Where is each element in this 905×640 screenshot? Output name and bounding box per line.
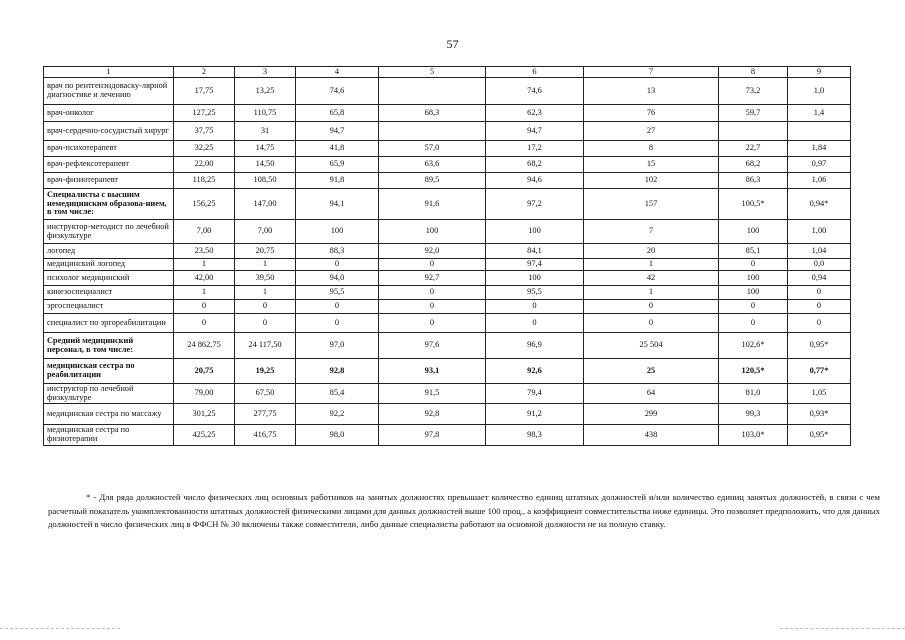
value-cell: 32,25 <box>174 141 235 157</box>
value-cell: 0 <box>486 300 584 314</box>
value-cell: 0,95* <box>788 333 851 359</box>
value-cell: 97,0 <box>296 333 379 359</box>
value-cell: 0 <box>379 300 486 314</box>
table-row <box>44 271 851 286</box>
value-cell: 22,7 <box>719 141 788 157</box>
value-cell: 0,94 <box>788 271 851 286</box>
value-cell: 59,7 <box>719 105 788 122</box>
value-cell: 14,75 <box>235 141 296 157</box>
value-cell: 92,7 <box>379 271 486 286</box>
value-cell: 92,8 <box>379 404 486 425</box>
table-row <box>44 173 851 189</box>
position-name-cell: инструктор по лечебной физкультуре <box>44 384 174 404</box>
column-number-1: 1 <box>44 67 174 78</box>
value-cell: 97,6 <box>379 333 486 359</box>
value-cell: 100 <box>719 271 788 286</box>
value-cell <box>379 78 486 105</box>
position-name-cell: медицинская сестра по массажу <box>44 404 174 425</box>
value-cell: 73,2 <box>719 78 788 105</box>
value-cell: 0 <box>719 259 788 271</box>
value-cell: 1 <box>174 259 235 271</box>
value-cell: 102 <box>584 173 719 189</box>
position-name-cell: Средний медицинский персонал, в том числе: <box>44 333 174 359</box>
value-cell: 0,97 <box>788 157 851 173</box>
table-row <box>44 244 851 259</box>
value-cell: 1,04 <box>788 244 851 259</box>
position-name-cell: Специалисты с высшим немедицинским образова-нием, в том числе: <box>44 189 174 220</box>
value-cell: 97,8 <box>379 425 486 446</box>
position-name-cell: инструктор-методист по лечебной физкультуре <box>44 220 174 244</box>
value-cell: 277,75 <box>235 404 296 425</box>
column-number-7: 7 <box>584 67 719 78</box>
table-row <box>44 314 851 333</box>
value-cell: 127,25 <box>174 105 235 122</box>
value-cell: 100 <box>379 220 486 244</box>
value-cell: 79,00 <box>174 384 235 404</box>
value-cell: 31 <box>235 122 296 141</box>
column-number-5: 5 <box>379 67 486 78</box>
value-cell: 93,1 <box>379 359 486 384</box>
value-cell: 110,75 <box>235 105 296 122</box>
column-number-4: 4 <box>296 67 379 78</box>
page-number: 57 <box>446 37 459 51</box>
value-cell: 92,8 <box>296 359 379 384</box>
position-name-cell: кинезоспециалист <box>44 286 174 300</box>
value-cell: 0 <box>296 300 379 314</box>
value-cell: 94,7 <box>486 122 584 141</box>
value-cell: 301,25 <box>174 404 235 425</box>
value-cell: 0,93* <box>788 404 851 425</box>
value-cell: 20,75 <box>174 359 235 384</box>
table-row <box>44 300 851 314</box>
value-cell: 20 <box>584 244 719 259</box>
value-cell: 103,0* <box>719 425 788 446</box>
value-cell: 57,0 <box>379 141 486 157</box>
value-cell: 17,75 <box>174 78 235 105</box>
value-cell: 299 <box>584 404 719 425</box>
position-name-cell: психолог медицинский <box>44 271 174 286</box>
value-cell: 85,4 <box>296 384 379 404</box>
value-cell: 79,4 <box>486 384 584 404</box>
value-cell: 86,3 <box>719 173 788 189</box>
scan-edge-mark <box>780 628 905 629</box>
value-cell: 15 <box>584 157 719 173</box>
value-cell: 74,6 <box>296 78 379 105</box>
value-cell: 1,84 <box>788 141 851 157</box>
scan-edge-mark <box>0 628 120 629</box>
value-cell: 425,25 <box>174 425 235 446</box>
value-cell: 100,5* <box>719 189 788 220</box>
table-row <box>44 78 851 105</box>
table-row <box>44 333 851 359</box>
value-cell: 94,7 <box>296 122 379 141</box>
value-cell: 99,3 <box>719 404 788 425</box>
value-cell: 74,6 <box>486 78 584 105</box>
value-cell: 24 117,50 <box>235 333 296 359</box>
value-cell: 1,05 <box>788 384 851 404</box>
column-number-2: 2 <box>174 67 235 78</box>
value-cell: 84,1 <box>486 244 584 259</box>
value-cell: 7 <box>584 220 719 244</box>
value-cell <box>788 122 851 141</box>
value-cell: 62,3 <box>486 105 584 122</box>
value-cell: 95,5 <box>486 286 584 300</box>
value-cell: 23,50 <box>174 244 235 259</box>
value-cell: 1,06 <box>788 173 851 189</box>
value-cell: 68,2 <box>719 157 788 173</box>
value-cell: 102,6* <box>719 333 788 359</box>
value-cell: 1 <box>235 286 296 300</box>
value-cell: 92,6 <box>486 359 584 384</box>
value-cell: 100 <box>719 220 788 244</box>
table-header-row <box>44 67 851 78</box>
value-cell: 19,25 <box>235 359 296 384</box>
value-cell: 20,75 <box>235 244 296 259</box>
value-cell: 1 <box>174 286 235 300</box>
value-cell: 0 <box>788 300 851 314</box>
value-cell: 17,2 <box>486 141 584 157</box>
value-cell: 98,3 <box>486 425 584 446</box>
value-cell: 94,0 <box>296 271 379 286</box>
value-cell: 100 <box>486 220 584 244</box>
value-cell: 68,2 <box>486 157 584 173</box>
value-cell: 1,00 <box>788 220 851 244</box>
value-cell: 98,0 <box>296 425 379 446</box>
value-cell: 91,2 <box>486 404 584 425</box>
value-cell: 0 <box>584 300 719 314</box>
value-cell: 1 <box>235 259 296 271</box>
value-cell: 1 <box>584 286 719 300</box>
value-cell: 118,25 <box>174 173 235 189</box>
footnote-text: * - Для ряда должностей число физических лиц основных работников на занятых должностях превышает количество единиц штатных должностей и/или количество единиц занятых должностей, в связи с чем расчетный показатель укомплектованности штатных должностей физическими лицами для данных должностей выше 100 проц., а коэффициент совместительства ниже единицы. Это позволяет предположить, что для данных должностей в число физических лиц в ФФСН № 30 включены также совместители, либо данные специалисты работают на основной должности не на полную ставку. <box>48 492 880 530</box>
value-cell: 0 <box>174 300 235 314</box>
value-cell: 157 <box>584 189 719 220</box>
value-cell: 0 <box>719 300 788 314</box>
value-cell: 147,00 <box>235 189 296 220</box>
position-name-cell: логопед <box>44 244 174 259</box>
value-cell: 0 <box>296 259 379 271</box>
value-cell: 85,1 <box>719 244 788 259</box>
value-cell: 81,0 <box>719 384 788 404</box>
table-row <box>44 286 851 300</box>
position-name-cell: врач по рентгенэндоваску-лярной диагностике и лечению <box>44 78 174 105</box>
value-cell: 37,75 <box>174 122 235 141</box>
value-cell: 8 <box>584 141 719 157</box>
value-cell: 100 <box>296 220 379 244</box>
value-cell: 13,25 <box>235 78 296 105</box>
value-cell: 94,1 <box>296 189 379 220</box>
table-row <box>44 122 851 141</box>
value-cell: 42 <box>584 271 719 286</box>
position-name-cell: врач-физиотерапевт <box>44 173 174 189</box>
value-cell: 63,6 <box>379 157 486 173</box>
position-name-cell: специалист по эргореабилитации <box>44 314 174 333</box>
value-cell: 0 <box>296 314 379 333</box>
value-cell: 7,00 <box>235 220 296 244</box>
value-cell: 7,00 <box>174 220 235 244</box>
table-row <box>44 141 851 157</box>
value-cell: 0 <box>235 314 296 333</box>
value-cell: 100 <box>719 286 788 300</box>
value-cell: 27 <box>584 122 719 141</box>
value-cell: 39,50 <box>235 271 296 286</box>
table-row <box>44 105 851 122</box>
value-cell: 156,25 <box>174 189 235 220</box>
value-cell: 25 <box>584 359 719 384</box>
value-cell: 108,50 <box>235 173 296 189</box>
column-number-3: 3 <box>235 67 296 78</box>
value-cell: 97,4 <box>486 259 584 271</box>
value-cell: 76 <box>584 105 719 122</box>
value-cell: 0 <box>379 314 486 333</box>
value-cell: 0 <box>788 314 851 333</box>
table-row <box>44 384 851 404</box>
position-name-cell: врач-сердечно-сосудистый хирург <box>44 122 174 141</box>
value-cell: 0 <box>719 314 788 333</box>
value-cell: 89,5 <box>379 173 486 189</box>
position-name-cell: медицинская сестра по физиотерапии <box>44 425 174 446</box>
value-cell: 92,2 <box>296 404 379 425</box>
value-cell: 91,6 <box>379 189 486 220</box>
value-cell: 88,3 <box>296 244 379 259</box>
staffing-table <box>43 66 851 446</box>
position-name-cell: медицинская сестра по реабилитации <box>44 359 174 384</box>
value-cell: 0 <box>379 286 486 300</box>
value-cell: 97,2 <box>486 189 584 220</box>
position-name-cell: медицинский логопед <box>44 259 174 271</box>
value-cell: 1,4 <box>788 105 851 122</box>
value-cell: 0 <box>486 314 584 333</box>
table-row <box>44 404 851 425</box>
value-cell: 0 <box>788 286 851 300</box>
footnote <box>48 491 880 532</box>
value-cell: 41,8 <box>296 141 379 157</box>
position-name-cell: врач-рефлексотерапевт <box>44 157 174 173</box>
value-cell: 94,6 <box>486 173 584 189</box>
value-cell <box>719 122 788 141</box>
value-cell: 0 <box>174 314 235 333</box>
table-row <box>44 425 851 446</box>
value-cell: 0,0 <box>788 259 851 271</box>
table-row <box>44 220 851 244</box>
value-cell: 13 <box>584 78 719 105</box>
column-number-8: 8 <box>719 67 788 78</box>
value-cell: 22,00 <box>174 157 235 173</box>
value-cell: 91,8 <box>296 173 379 189</box>
value-cell: 65,9 <box>296 157 379 173</box>
value-cell: 416,75 <box>235 425 296 446</box>
position-name-cell: эргоспециалист <box>44 300 174 314</box>
value-cell: 0 <box>584 314 719 333</box>
value-cell: 92,0 <box>379 244 486 259</box>
table-row <box>44 189 851 220</box>
value-cell: 438 <box>584 425 719 446</box>
position-name-cell: врач-психотерапевт <box>44 141 174 157</box>
value-cell: 1,0 <box>788 78 851 105</box>
value-cell: 120,5* <box>719 359 788 384</box>
value-cell: 95,5 <box>296 286 379 300</box>
value-cell: 64 <box>584 384 719 404</box>
value-cell: 0,95* <box>788 425 851 446</box>
value-cell: 100 <box>486 271 584 286</box>
value-cell: 42,00 <box>174 271 235 286</box>
value-cell <box>379 122 486 141</box>
value-cell: 14,50 <box>235 157 296 173</box>
value-cell: 24 862,75 <box>174 333 235 359</box>
value-cell: 25 504 <box>584 333 719 359</box>
value-cell: 91,5 <box>379 384 486 404</box>
value-cell: 0 <box>235 300 296 314</box>
table-row <box>44 259 851 271</box>
value-cell: 0 <box>379 259 486 271</box>
value-cell: 68,3 <box>379 105 486 122</box>
value-cell: 67,50 <box>235 384 296 404</box>
value-cell: 96,9 <box>486 333 584 359</box>
table-row <box>44 359 851 384</box>
value-cell: 65,8 <box>296 105 379 122</box>
column-number-9: 9 <box>788 67 851 78</box>
column-number-6: 6 <box>486 67 584 78</box>
position-name-cell: врач-онколог <box>44 105 174 122</box>
value-cell: 0,77* <box>788 359 851 384</box>
value-cell: 1 <box>584 259 719 271</box>
table-row <box>44 157 851 173</box>
value-cell: 0,94* <box>788 189 851 220</box>
